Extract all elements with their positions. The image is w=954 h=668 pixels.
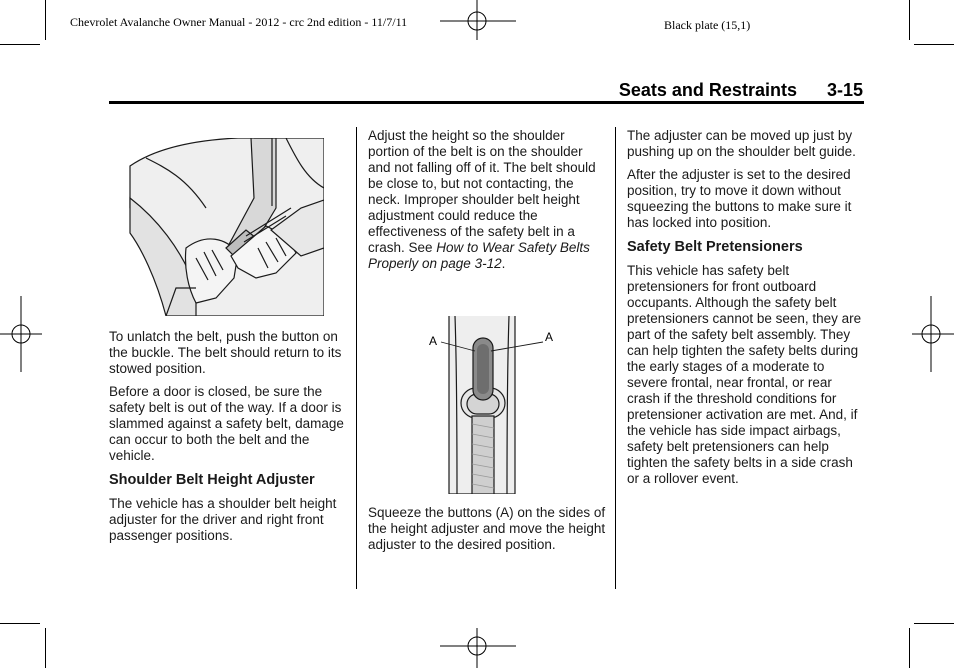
print-slug-right: Black plate (15,1) [664, 18, 751, 32]
crop-mark [0, 44, 40, 45]
running-header [619, 80, 863, 101]
column-1 [109, 329, 344, 551]
crop-mark [914, 44, 954, 45]
adjust-height-end: . [501, 256, 506, 271]
adjust-height-paragraph [368, 128, 608, 272]
pretensioners-paragraph: This vehicle has safety belt pretensioners for front outboard occupants. Although the safety belt pretensioners cannot be seen, they are part of the safety belt assembly. They can help tighten the safety belts during the early stages of a moderate to severe frontal, near frontal, or rear crash if the threshold conditions for pretensioner activation are met. And, if the vehicle has side impact airbags, safety belt pretensioners can help tighten the safety belts in a side crash or a rollover event. [627, 263, 862, 486]
column-divider [356, 127, 357, 589]
crop-mark [0, 623, 40, 624]
lock-check-paragraph: After the adjuster is set to the desired position, try to move it down without squeezing the buttons to make sure it has locked into position. [627, 167, 852, 230]
adjuster-intro-paragraph: The vehicle has a shoulder belt height adjuster for the driver and right front passenger positions. [109, 496, 337, 543]
buckle-illustration [126, 138, 324, 316]
door-warning-paragraph: Before a door is closed, be sure the safety belt is out of the way. If a door is slammed against a safety belt, damage can occur to both the belt and the vehicle. [109, 384, 344, 463]
page-number: 3-15 [826, 80, 863, 100]
column-divider [615, 127, 616, 589]
crop-mark [909, 628, 910, 668]
column-3 [627, 128, 867, 494]
pretensioners-heading: Safety Belt Pretensioners [627, 239, 803, 255]
squeeze-buttons-paragraph: Squeeze the buttons (A) on the sides of the height adjuster and move the height adjuster to the desired position. [368, 505, 606, 552]
adjust-height-text: Adjust the height so the shoulder portion of the belt is on the shoulder and not falling off of it. The belt should be close to, but not contacting, the neck. Improper shoulder belt height adjustment could reduce the effectiveness of the safety belt in a crash. See [368, 128, 596, 255]
header-rule [109, 101, 864, 104]
crop-mark [914, 623, 954, 624]
registration-mark-bottom [440, 628, 516, 668]
column-2 [368, 128, 608, 279]
registration-mark-top [440, 0, 516, 40]
shoulder-adjuster-heading: Shoulder Belt Height Adjuster [109, 472, 315, 488]
crop-mark [45, 0, 46, 40]
move-up-paragraph: The adjuster can be moved up just by pushing up on the shoulder belt guide. [627, 128, 856, 159]
unlatch-paragraph: To unlatch the belt, push the button on the buckle. The belt should return to its stowed position. [109, 329, 342, 376]
cross-reference-link[interactable]: How to Wear Safety Belts Properly on page 3-12 [368, 240, 590, 271]
callout-label-right: A [545, 330, 554, 344]
print-slug-left: Chevrolet Avalanche Owner Manual - 2012 - crc 2nd edition - 11/7/11 [70, 15, 408, 29]
registration-mark-right [912, 296, 954, 372]
column-2-lower [368, 505, 608, 560]
height-adjuster-illustration [425, 316, 560, 494]
crop-mark [45, 628, 46, 668]
section-title: Seats and Restraints [618, 80, 797, 100]
registration-mark-left [0, 296, 42, 372]
callout-label-left: A [429, 334, 438, 348]
crop-mark [909, 0, 910, 40]
